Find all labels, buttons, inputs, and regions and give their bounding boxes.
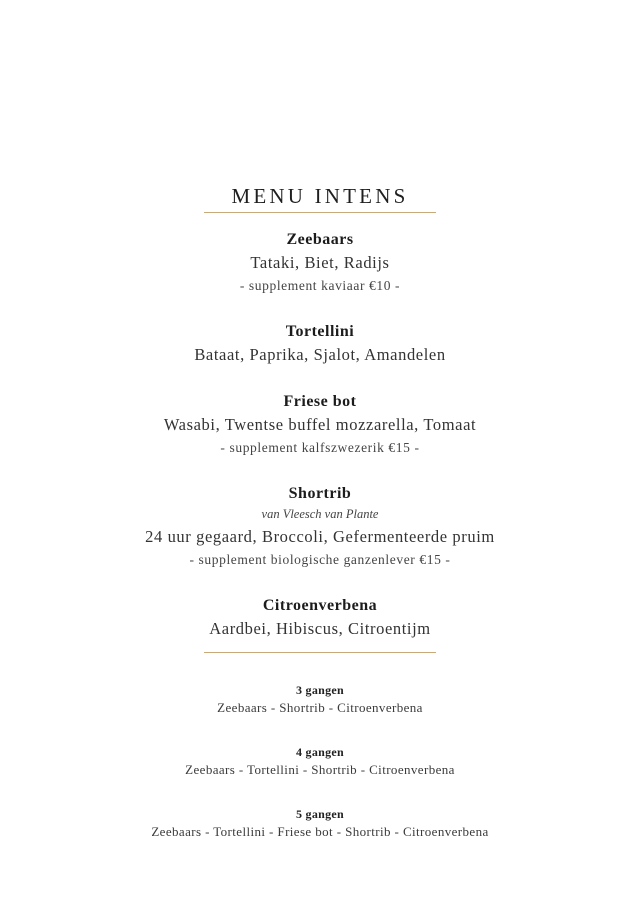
combo-title: 4 gangen (295, 745, 345, 759)
course-description: Bataat, Paprika, Sjalot, Amandelen (194, 345, 446, 364)
menu-title: MENU INTENS (231, 184, 409, 208)
course-description: 24 uur gegaard, Broccoli, Gefermenteerde pruim (145, 527, 495, 546)
course-shortrib (0, 483, 640, 571)
combo-3-gangen (0, 681, 640, 717)
course-name: Friese bot (283, 393, 357, 410)
course-citroenverbena (0, 595, 640, 641)
combo-4-gangen (0, 743, 640, 779)
course-tortellini (0, 321, 640, 367)
combo-title: 5 gangen (295, 807, 345, 821)
course-supplement: - supplement kaviaar €10 - (239, 278, 401, 293)
combo-list: Zeebaars - Tortellini - Shortrib - Citroenverbena (185, 762, 455, 777)
course-description: Wasabi, Twentse buffel mozzarella, Tomaat (163, 415, 477, 434)
course-name: Shortrib (288, 485, 352, 502)
course-name: Citroenverbena (262, 597, 378, 614)
title-divider (204, 212, 436, 213)
combo-list: Zeebaars - Shortrib - Citroenverbena (217, 700, 423, 715)
course-zeebaars (0, 229, 640, 297)
course-name: Zeebaars (286, 231, 354, 248)
combo-list: Zeebaars - Tortellini - Friese bot - Shortrib - Citroenverbena (151, 824, 489, 839)
course-name: Tortellini (285, 323, 355, 340)
course-description: Tataki, Biet, Radijs (250, 253, 390, 272)
combo-title: 3 gangen (295, 683, 345, 697)
courses-divider (204, 652, 436, 653)
course-supplement: - supplement biologische ganzenlever €15 - (189, 552, 451, 567)
course-subtitle: van Vleesch van Plante (261, 507, 379, 521)
course-description: Aardbei, Hibiscus, Citroentijm (209, 619, 431, 638)
course-supplement: - supplement kalfszwezerik €15 - (220, 440, 420, 455)
course-friese-bot (0, 391, 640, 459)
combo-5-gangen (0, 805, 640, 841)
